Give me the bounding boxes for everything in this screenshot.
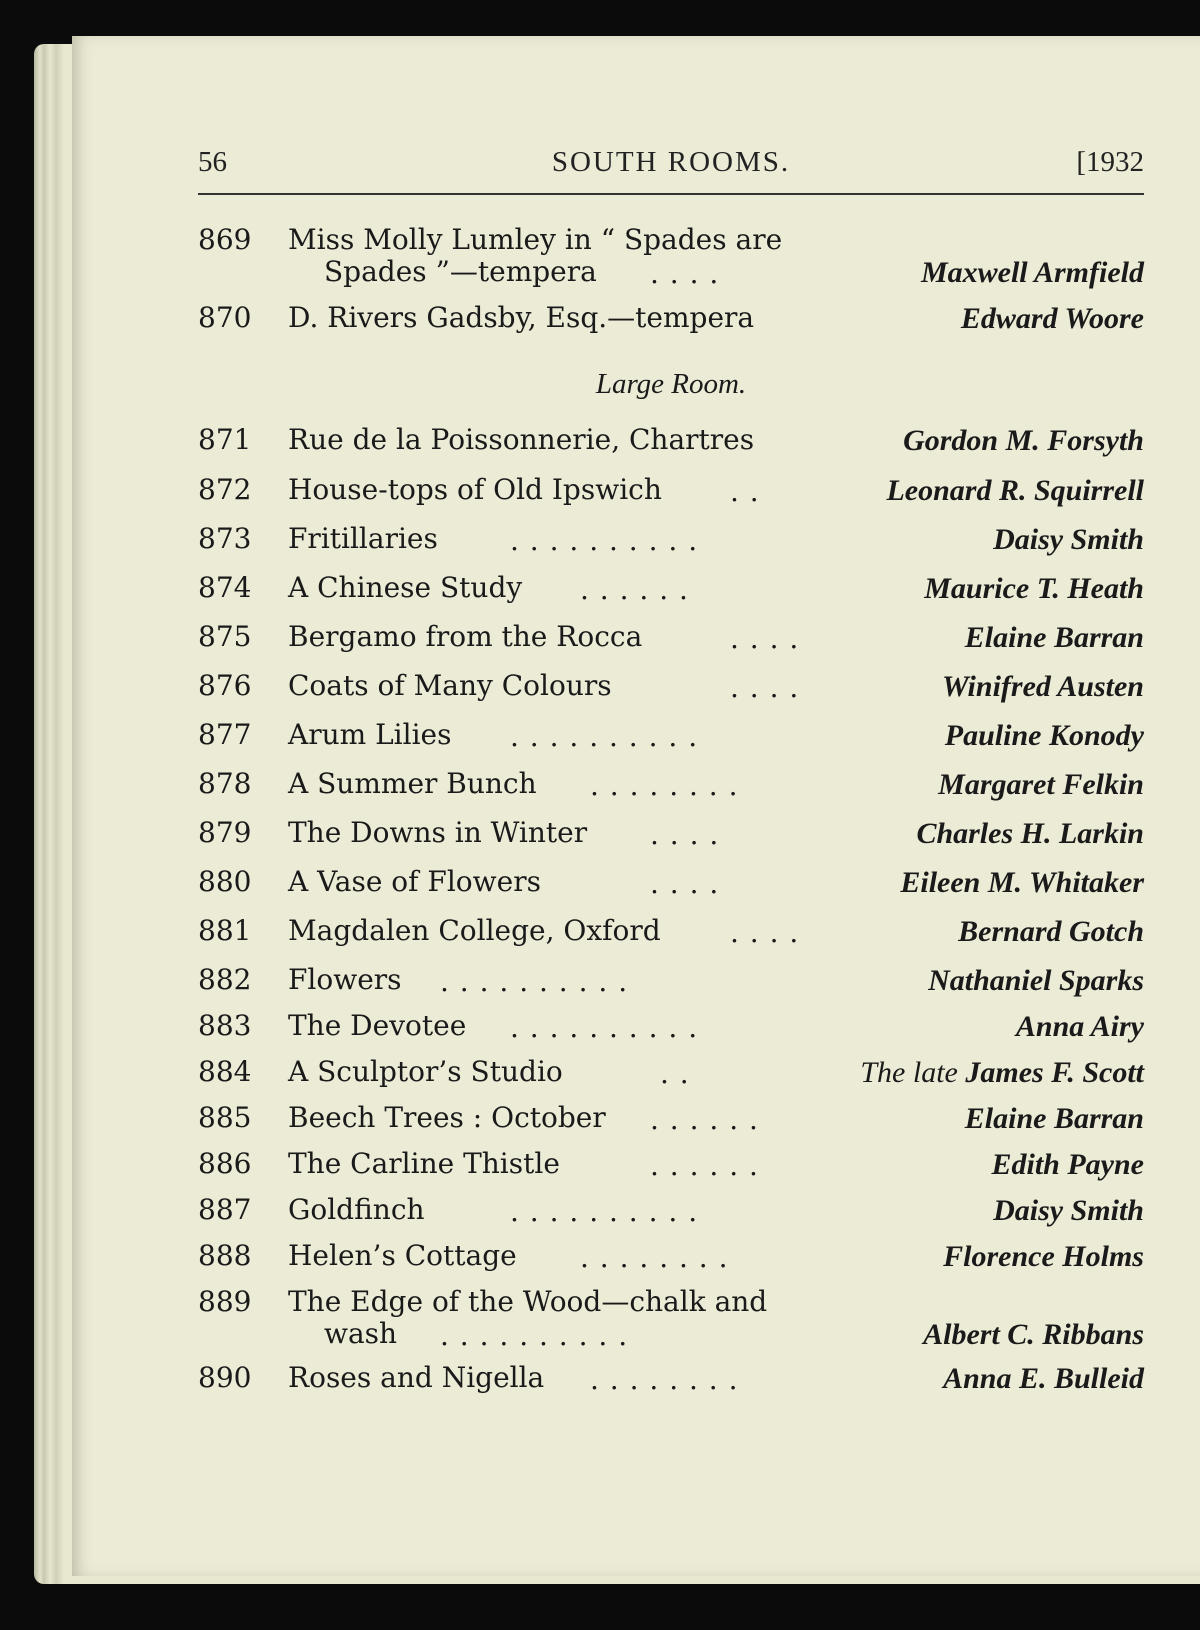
entry-number: 871 (198, 423, 252, 456)
dot-leader: . . . . . . . . (590, 769, 739, 802)
entry-number: 889 (198, 1285, 252, 1318)
entry-title: Fritillaries (288, 522, 438, 555)
entry-artist: Edward Woore (960, 302, 1144, 335)
entry-title-continued: wash (324, 1317, 398, 1350)
dot-leader: . . . . . . . . . . (510, 1011, 699, 1044)
catalogue-entry (198, 1190, 1144, 1234)
entry-number: 885 (198, 1101, 252, 1134)
entry-artist: Albert C. Ribbans (923, 1318, 1144, 1351)
entry-artist: Pauline Konody (944, 719, 1144, 752)
entry-title: Helen’s Cottage (288, 1239, 517, 1272)
entry-number: 888 (198, 1239, 252, 1272)
entry-artist (860, 1058, 1144, 1088)
entry-number: 881 (198, 914, 252, 947)
entry-artist: Gordon M. Forsyth (903, 424, 1144, 457)
dot-leader: . . (660, 1057, 690, 1090)
entry-artist: Winifred Austen (942, 670, 1144, 703)
dot-leader: . . . . . . (650, 1103, 759, 1136)
entry-number: 890 (198, 1361, 252, 1394)
entry-artist: Daisy Smith (993, 1194, 1144, 1227)
catalogue-entry (198, 813, 1144, 857)
dot-leader: . . . . . . . . (590, 1363, 739, 1396)
entry-number: 877 (198, 718, 252, 751)
entry-number: 878 (198, 767, 252, 800)
entry-title: Flowers (288, 963, 402, 996)
entry-title: A Sculptor’s Studio (288, 1055, 563, 1088)
header-rule (198, 193, 1144, 195)
year-marker: [1932 (1076, 146, 1144, 178)
entry-artist: Margaret Felkin (938, 768, 1144, 801)
catalogue-entry (198, 1144, 1144, 1188)
dot-leader: . . . . . . . . . . (510, 524, 699, 557)
catalogue-entry (198, 862, 1144, 906)
entry-artist: Maurice T. Heath (924, 572, 1144, 605)
dot-leader: . . (730, 475, 760, 508)
entry-artist: Elaine Barran (964, 621, 1144, 654)
entry-title: Bergamo from the Rocca (288, 620, 643, 653)
dot-leader: . . . . . . . . (580, 1241, 729, 1274)
dot-leader: . . . . (650, 867, 720, 900)
page-number: 56 (198, 146, 227, 178)
entry-artist: Leonard R. Squirrell (886, 474, 1144, 507)
entry-title: House-tops of Old Ipswich (288, 473, 662, 506)
entry-number: 879 (198, 816, 252, 849)
entry-title: A Vase of Flowers (288, 865, 541, 898)
entry-number: 883 (198, 1009, 252, 1042)
entry-title: The Edge of the Wood—chalk and (288, 1285, 768, 1318)
entry-title: The Carline Thistle (288, 1147, 560, 1180)
entry-number: 874 (198, 571, 252, 604)
catalogue-entry (198, 1282, 1144, 1356)
entry-artist: Edith Payne (991, 1148, 1144, 1181)
entry-artist: Maxwell Armfield (920, 256, 1144, 289)
entry-number: 882 (198, 963, 252, 996)
entry-number: 870 (198, 301, 252, 334)
dot-leader: . . . . . . . . . . (440, 965, 629, 998)
catalogue-entry (198, 1236, 1144, 1280)
entry-number: 873 (198, 522, 252, 555)
catalogue-entry (198, 220, 1144, 294)
catalogue-entry (198, 420, 1144, 464)
catalogue-entry (198, 470, 1144, 514)
entry-title-continued: Spades ”—tempera (324, 255, 597, 288)
catalogue-entry (198, 298, 1144, 342)
catalogue-entry (198, 715, 1144, 759)
artist-name: James F. Scott (965, 1056, 1144, 1089)
running-title: SOUTH ROOMS. (551, 146, 791, 178)
entry-number: 887 (198, 1193, 252, 1226)
catalogue-entry (198, 911, 1144, 955)
dot-leader: . . . . . . . . . . (440, 1319, 629, 1352)
entry-title: Magdalen College, Oxford (288, 914, 661, 947)
entry-title: The Downs in Winter (288, 816, 588, 849)
entry-artist: Daisy Smith (993, 523, 1144, 556)
catalogue-entry (198, 960, 1144, 1004)
section-heading: Large Room. (595, 368, 747, 400)
entry-title: Roses and Nigella (288, 1361, 545, 1394)
entry-title: Coats of Many Colours (288, 669, 612, 702)
entry-artist: Anna E. Bulleid (943, 1362, 1144, 1395)
entry-title: D. Rivers Gadsby, Esq.—tempera (288, 301, 755, 334)
entry-number: 869 (198, 223, 252, 256)
entry-artist: Eileen M. Whitaker (900, 866, 1144, 899)
catalogue-entry (198, 519, 1144, 563)
entry-number: 872 (198, 473, 252, 506)
running-head (198, 140, 1144, 190)
catalogue-entry (198, 1006, 1144, 1050)
entry-number: 876 (198, 669, 252, 702)
entry-number: 875 (198, 620, 252, 653)
entry-title: Beech Trees : October (288, 1101, 606, 1134)
dot-leader: . . . . (730, 916, 800, 949)
entry-artist: Florence Holms (943, 1240, 1144, 1273)
entry-artist: Bernard Gotch (958, 915, 1144, 948)
catalogue-entry (198, 1052, 1144, 1096)
dot-leader: . . . . (650, 257, 720, 290)
artist-prefix: The late (860, 1056, 966, 1089)
entry-number: 884 (198, 1055, 252, 1088)
entry-artist: Anna Airy (1015, 1010, 1144, 1043)
dot-leader: . . . . . . (650, 1149, 759, 1182)
entry-title: The Devotee (288, 1009, 467, 1042)
dot-leader: . . . . . . (580, 573, 689, 606)
entry-artist: Nathaniel Sparks (928, 964, 1144, 997)
catalogue-entry (198, 764, 1144, 808)
entry-title: Goldfinch (288, 1193, 425, 1226)
catalogue-entry (198, 1358, 1144, 1402)
entry-title: Arum Lilies (288, 718, 452, 751)
entry-title: A Chinese Study (288, 571, 523, 604)
entry-artist: Charles H. Larkin (916, 817, 1144, 850)
entry-title: A Summer Bunch (288, 767, 537, 800)
dot-leader: . . . . . . . . . . (510, 720, 699, 753)
entry-title: Miss Molly Lumley in “ Spades are (288, 223, 783, 256)
dot-leader: . . . . (650, 818, 720, 851)
dot-leader: . . . . . . . . . . (510, 1195, 699, 1228)
catalogue-entry (198, 666, 1144, 710)
entry-number: 880 (198, 865, 252, 898)
entry-title: Rue de la Poissonnerie, Chartres (288, 423, 755, 456)
catalogue-entry (198, 568, 1144, 612)
catalogue-entry (198, 1098, 1144, 1142)
dot-leader: . . . . (730, 622, 800, 655)
catalogue-entry (198, 617, 1144, 661)
entry-number: 886 (198, 1147, 252, 1180)
dot-leader: . . . . (730, 671, 800, 704)
entry-artist: Elaine Barran (964, 1102, 1144, 1135)
